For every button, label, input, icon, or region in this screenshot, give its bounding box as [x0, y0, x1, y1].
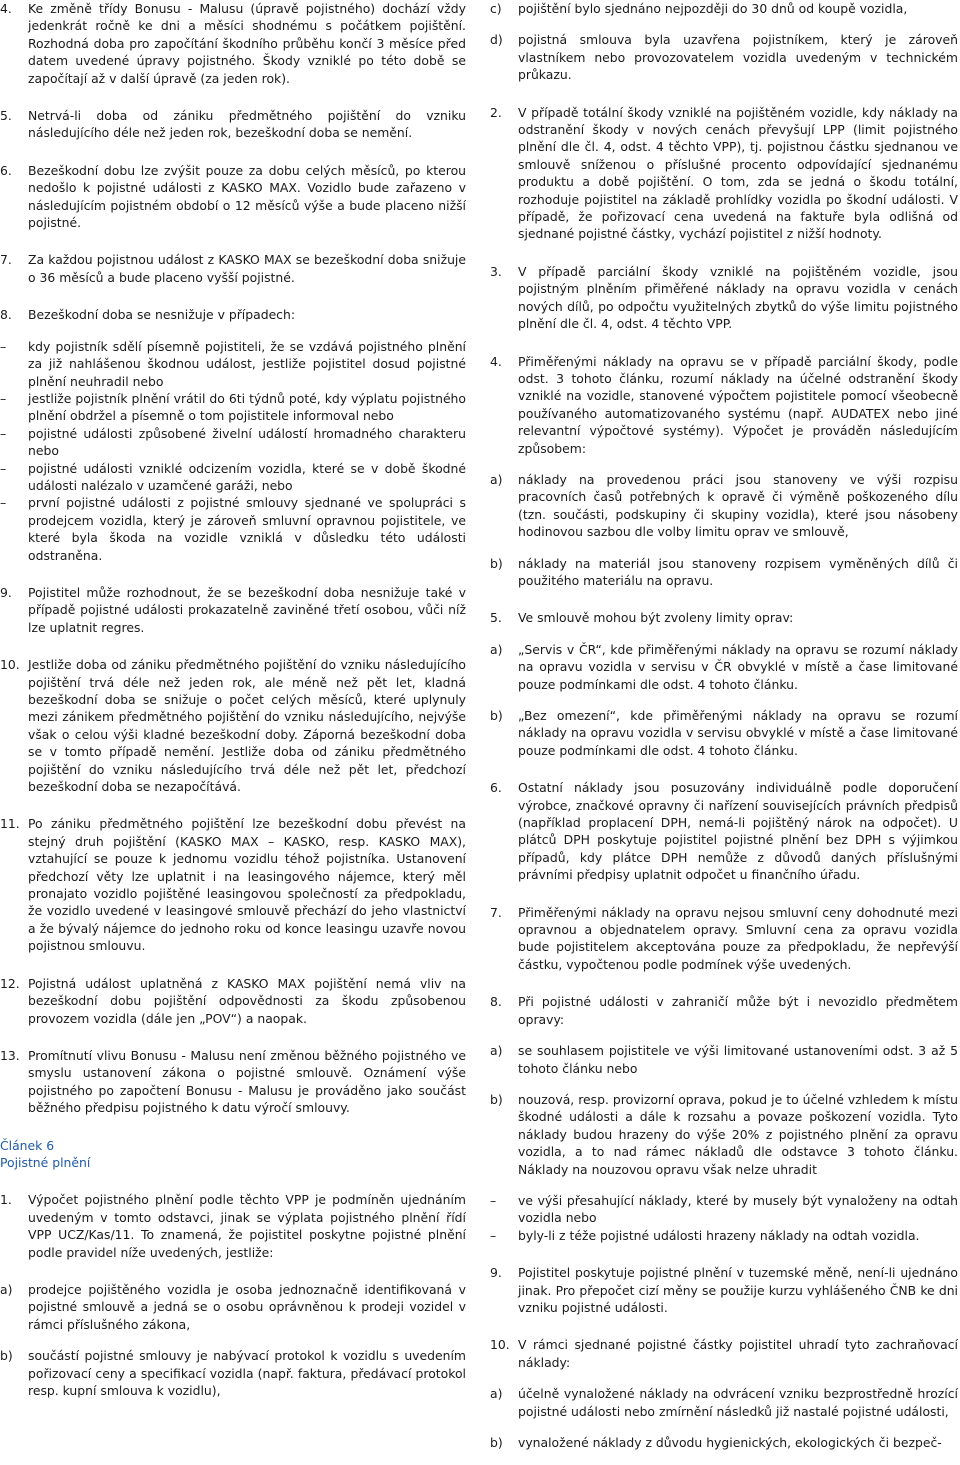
- paragraph-10: [490, 1336, 958, 1371]
- paragraph-text: V případě parciální škody vzniklé na pojištěném vozidle, jsou pojistným plněním přiměřené náklady na opravu vozidla v cenách nových dílů, po odpočtu využitelných zbytků do výše limitu pojistného plnění dle čl. 4, odst. 4 těchto VPP.: [518, 263, 958, 332]
- paragraph-number: 7.: [490, 904, 502, 920]
- paragraph-5: [0, 107, 466, 142]
- dash-mark: –: [0, 460, 7, 476]
- paragraph-text: Netrvá-li doba od zániku předmětného pojištění do vzniku následujícího déle než jeden rok, bezeškodní doba se nemění.: [28, 108, 466, 141]
- dash-text: jestliže pojistník plnění vrátil do 6ti týdnů poté, kdy výplatu pojistného plnění obdržel a písemně o tom pojistitele informoval nebo: [28, 390, 466, 424]
- paragraph-6: [490, 779, 958, 883]
- paragraph-4: [0, 0, 466, 87]
- paragraph-text: Pojistitel poskytuje pojistné plnění v tuzemské měně, není-li ujednáno jinak. Pro přepočet cizí měny se použije kurzu vyhlášeného ČNB ke dni vzniku pojistné události.: [518, 1265, 958, 1315]
- dash-text: pojistné události způsobené živelní událostí hromadného charakteru nebo: [28, 425, 466, 459]
- item-b: [490, 1091, 958, 1178]
- item-letter: c): [490, 1, 502, 16]
- item-text: „Bez omezení“, kde přiměřenými náklady na opravu se rozumí náklady na opravu vozidla v servisu obvyklé v místě a čase limitované pouze podmínkami dle odst. 4 tohoto článku.: [518, 708, 958, 758]
- item-letter: a): [490, 1043, 503, 1059]
- paragraph-text: Přiměřenými náklady na opravu nejsou smluvní ceny dohodnuté mezi opravnou a objednatelem opravy. Smluvní cena za opravu vozidla bude pojistitelem akceptována pouze za předpokladu, že nepřevýší částku, vypočtenou podle podmínek výše uvedených.: [518, 904, 958, 972]
- right-column: [490, 0, 958, 1465]
- item-b: [490, 1434, 958, 1451]
- paragraph-number: 10.: [490, 1337, 510, 1353]
- paragraph-text: V rámci sjednané pojistné částky pojistitel uhradí tyto zachraňovací náklady:: [518, 1337, 958, 1370]
- item-letter: a): [490, 641, 503, 657]
- paragraph-text: Přiměřenými náklady na opravu se v případě parciální škody, podle odst. 3 tohoto článku, rozumí náklady na účelné odstranění škody vzniklé na vozidle, stanovené výpočtem pojistitele pomocí všeobecně používaného automatizovaného systému (např. AUDATEX nebo jiné relevantní výpočtové systémy). Výpočet je prováděn následujícím způsobem:: [518, 353, 958, 456]
- paragraph-number: 3.: [490, 263, 502, 279]
- dash-text: první pojistné události z pojistné smlouvy sjednané ve spolupráci s prodejcem vozidla, který je zároveň smluvní opravnou pojistitele, ve které byla škoda na vozidle vzniklá v důsledku této události odstraněna.: [28, 495, 466, 563]
- item-b: [0, 1347, 466, 1399]
- dash-text: ve výši přesahující náklady, které by musely být vynaloženy na odtah vozidla nebo: [518, 1192, 958, 1226]
- item-letter: b): [490, 708, 503, 723]
- paragraph-number: 13.: [0, 1047, 20, 1063]
- item-text: „Servis v ČR“, kde přiměřenými náklady na opravu se rozumí náklady na opravu vozidla v servisu v ČR obvyklé v místě a čase limitované pouze podmínkami dle odst. 4 tohoto článku.: [518, 641, 958, 692]
- article-number: Článek 6: [0, 1137, 55, 1153]
- item-letter: b): [490, 555, 503, 571]
- item-a: [490, 1042, 958, 1077]
- item-b: [490, 707, 958, 759]
- paragraph-7: [0, 251, 466, 286]
- paragraph-number: 4.: [0, 1, 12, 16]
- item-text: pojištění bylo sjednáno nejpozději do 30 dnů od koupě vozidla,: [518, 1, 908, 16]
- paragraph-text: V případě totální škody vzniklé na pojištěném vozidle, kdy náklady na odstranění škody v nových cenách převyšují LPP (limit pojistného plnění dle čl. 4, odst. 4 těchto VPP), tj. pojistnou částku sjednanou ve smlouvě sníženou o příslušné procento odpovídající sjednanému produktu a době pojištění. O tom, zda se jedná o škodu totální, rozhoduje pojistitel na základě prohlídky vozidla po škodní události. V případě, že pořizovací cena uvedená na faktuře byla odlišná od sjednané pojistné částky, vychází pojistitel z nižší hodnoty.: [518, 104, 958, 242]
- item-a: [0, 1281, 466, 1333]
- paragraph-4: [490, 353, 958, 457]
- article-title: Pojistné plnění: [0, 1154, 91, 1170]
- paragraph-number: 4.: [490, 353, 502, 369]
- paragraph-number: 9.: [490, 1265, 502, 1281]
- paragraph-13: [0, 1047, 466, 1117]
- dash-item: [0, 425, 466, 460]
- paragraph-8: [490, 993, 958, 1028]
- item-text: pojistná smlouva byla uzavřena pojistníkem, který je zároveň vlastníkem nebo provozovatelem vozidla uvedeným v technickém průkazu.: [518, 32, 958, 83]
- item-letter: b): [490, 1435, 503, 1450]
- paragraph-text: Pojistitel může rozhodnout, že se bezeškodní doba nesnižuje také v případě pojistné události prokazatelně zaviněné třetí osobou, vůči níž lze uplatnit regres.: [28, 584, 466, 635]
- dash-mark: –: [0, 390, 7, 406]
- paragraph-number: 7.: [0, 252, 12, 268]
- paragraph-text: Bezeškodní dobu lze zvýšit pouze za dobu celých měsíců, po kterou nedošlo k pojistné události z KASKO MAX. Vozidlo bude zařazeno v následujícím pojistném období o 12 měsíců výše a bude placeno nižší pojistné.: [28, 162, 466, 231]
- dash-mark: –: [0, 425, 7, 441]
- dash-mark: –: [0, 338, 7, 354]
- paragraph-number: 2.: [490, 104, 502, 120]
- paragraph-text: Ke změně třídy Bonusu - Malusu (úpravě pojistného) dochází vždy jedenkrát ročně ke dni a měsíci shodnému s počátkem pojištění. Rozhodná doba pro započítání škodního průběhu končí 3 měsíce před datem uvedené úpravy pojistného. Škody vzniklé po této době se započítají až v další úpravě (za jeden rok).: [28, 1, 466, 86]
- paragraph-2: [490, 104, 958, 243]
- item-letter: a): [0, 1281, 13, 1297]
- paragraph-number: 1.: [0, 1192, 12, 1208]
- item-text: vynaložené náklady z důvodu hygienických, ekologických či bezpeč-: [518, 1435, 942, 1450]
- item-letter: b): [490, 1091, 503, 1107]
- dash-item: [0, 494, 466, 564]
- item-d: [490, 31, 958, 83]
- item-text: náklady na materiál jsou stanoveny rozpisem vyměněných dílů či použitého materiálu na opravu.: [518, 555, 958, 588]
- paragraph-6: [0, 162, 466, 232]
- paragraph-text: Při pojistné události v zahraničí může být i nevozidlo předmětem opravy:: [518, 994, 958, 1027]
- dash-text: byly-li z téže pojistné události hrazeny náklady na odtah vozidla.: [518, 1227, 920, 1243]
- paragraph-3: [490, 263, 958, 333]
- item-letter: d): [490, 32, 503, 48]
- item-text: součástí pojistné smlouvy je nabývací protokol k vozidlu s uvedením pořizovací ceny a specifikací vozidla (např. faktura, předávací protokol resp. kupní smlouva k vozidlu),: [28, 1348, 466, 1398]
- paragraph-8: [0, 306, 466, 323]
- paragraph-number: 6.: [0, 162, 12, 178]
- paragraph-text: Promítnutí vlivu Bonusu - Malusu není změnou běžného pojistného ve smyslu ustanovení zákona o pojistné smlouvě. Oznámení výše pojistného po započtení Bonusu - Malusu je prováděno jako součást běžného předpisu pojistného k datu výročí smlouvy.: [28, 1047, 466, 1116]
- item-c: [490, 0, 958, 17]
- paragraph-9: [490, 1264, 958, 1316]
- paragraph-text: Pojistná událost uplatněná z KASKO MAX pojištění nemá vliv na bezeškodní dobu pojištění odpovědnosti za škodu způsobenou provozem vozidla (dále jen „POV“) a naopak.: [28, 975, 466, 1026]
- dash-item: [0, 338, 466, 390]
- item-letter: a): [490, 1386, 503, 1402]
- item-a: [490, 1385, 958, 1420]
- item-letter: a): [490, 471, 503, 487]
- paragraph-7: [490, 904, 958, 974]
- dash-mark: –: [490, 1192, 497, 1208]
- item-b: [490, 555, 958, 590]
- paragraph-1: [0, 1191, 466, 1261]
- dash-item: [490, 1192, 958, 1227]
- dash-item: [0, 460, 466, 495]
- paragraph-text: Ve smlouvě mohou být zvoleny limity oprav:: [518, 610, 794, 626]
- paragraph-number: 12.: [0, 975, 20, 991]
- paragraph-11: [0, 815, 466, 954]
- paragraph-number: 10.: [0, 657, 20, 673]
- dash-mark: –: [490, 1227, 497, 1243]
- item-letter: b): [0, 1348, 13, 1364]
- dash-text: pojistné události vzniklé odcizením vozidla, které se v době škodné události nalézalo v uzamčené garáži, nebo: [28, 460, 466, 493]
- dash-item: [0, 390, 466, 425]
- paragraph-number: 11.: [0, 816, 20, 832]
- paragraph-text: Po zániku předmětného pojištění lze bezeškodní dobu převést na stejný druh pojištění (KASKO MAX – KASKO, resp. KASKO MAX), vztahující se pouze k jednomu vozidlu téhož pojistníka. Ustanovení předchozí věty lze uplatnit i na leasingového nájemce, který měl pronajato vozidlo pojištěné leasingovou společností za předpokladu, že vozidlo uvedené v leasingové smlouvě přechází do jeho vlastnictví a že bývalý nájemce do jednoho roku od konce leasingu uzavře novou pojistnou smlouvu.: [28, 816, 466, 954]
- item-text: nouzová, resp. provizorní oprava, pokud je to účelné vzhledem k místu škodné události a dále k rozsahu a povaze poškození vozidla. Tyto náklady budou hrazeny do výše 20% z pojistného plnění za opravu vozidla, a to nad rámec nákladů dle odstavce 3 tohoto článku. Náklady na nouzovou opravu však nelze uhradit: [518, 1091, 958, 1177]
- dash-item: [490, 1227, 958, 1244]
- paragraph-10: [0, 656, 466, 795]
- paragraph-text: Ostatní náklady jsou posuzovány individuálně podle doporučení výrobce, značkové opravny či nařízení souvisejících právních předpisů (například proplacení DPH, nemá-li pojištěný nárok na odpočet). U plátců DPH poskytuje pojistitel pojistné plnění bez DPH s výjimkou případů, kdy plátce DPH nemůže z důvodů daných příslušnými právními předpisy uplatnit odpočet u finančního úřadu.: [518, 780, 958, 883]
- dash-text: kdy pojistník sdělí písemně pojistiteli, že se vzdává pojistného plnění za již nahlášenou škodnou událost, jestliže pojistitel dosud pojistné plnění neuhradil nebo: [28, 338, 466, 389]
- dash-mark: –: [0, 495, 7, 511]
- item-text: se souhlasem pojistitele ve výši limitované ustanoveními odst. 3 až 5 tohoto článku nebo: [518, 1043, 958, 1076]
- paragraph-text: Za každou pojistnou událost z KASKO MAX se bezeškodní doba snižuje o 36 měsíců a bude placeno vyšší pojistné.: [28, 252, 466, 285]
- item-text: náklady na provedenou práci jsou stanoveny ve výši rozpisu pracovních časů potřebných k opravě či výměně poškozeného dílu (tzn. součásti, podskupiny či skupiny vozidla), které jsou násobeny hodinovou sazbou dle volby limitu oprav ve smlouvě,: [518, 471, 958, 540]
- paragraph-number: 8.: [490, 994, 502, 1010]
- paragraph-number: 6.: [490, 780, 502, 796]
- paragraph-text: Bezeškodní doba se nesnižuje v případech:: [28, 307, 296, 323]
- paragraph-text: Výpočet pojistného plnění podle těchto VPP je podmíněn ujednáním uvedeným v tomto odstavci, jinak se výplata pojistného plnění řídí VPP UCZ/Kas/11. To znamená, že pojistitel poskytne pojistné plnění podle pravidel níže uvedených, jestliže:: [28, 1192, 466, 1260]
- article-heading-block: [0, 1137, 466, 1172]
- paragraph-number: 9.: [0, 584, 12, 600]
- item-text: účelně vynaložené náklady na odvrácení vzniku bezprostředně hrozící pojistné události nebo zmírnění následků již nastalé pojistné události,: [518, 1386, 958, 1419]
- paragraph-number: 5.: [490, 610, 502, 626]
- paragraph-12: [0, 975, 466, 1027]
- paragraph-9: [0, 584, 466, 636]
- paragraph-number: 5.: [0, 108, 12, 124]
- paragraph-number: 8.: [0, 307, 12, 323]
- item-text: prodejce pojištěného vozidla je osoba jednoznačně identifikovaná v pojistné smlouvě a jedná se o osobu oprávněnou k prodeji vozidel v rámci příslušného zákona,: [28, 1281, 466, 1332]
- paragraph-5: [490, 609, 958, 626]
- left-column: [0, 0, 466, 1413]
- paragraph-text: Jestliže doba od zániku předmětného pojištění do vzniku následujícího pojištění trvá déle než jeden rok, ale méně než pět let, kladná bezeškodní doba se snižuje o počet celých měsíců, které uplynuly mezi zánikem předmětného pojištění do vzniku následujícího, nejvýše však o celou výši kladné bezeškodní doby. Záporná bezeškodní doba se v tomto případě nemění. Jestliže doba od zániku předmětného pojištění do vzniku následujícího trvá déle než pět let, předchozí bezeškodní doba se nezapočítává.: [28, 657, 466, 795]
- item-a: [490, 641, 958, 693]
- item-a: [490, 471, 958, 541]
